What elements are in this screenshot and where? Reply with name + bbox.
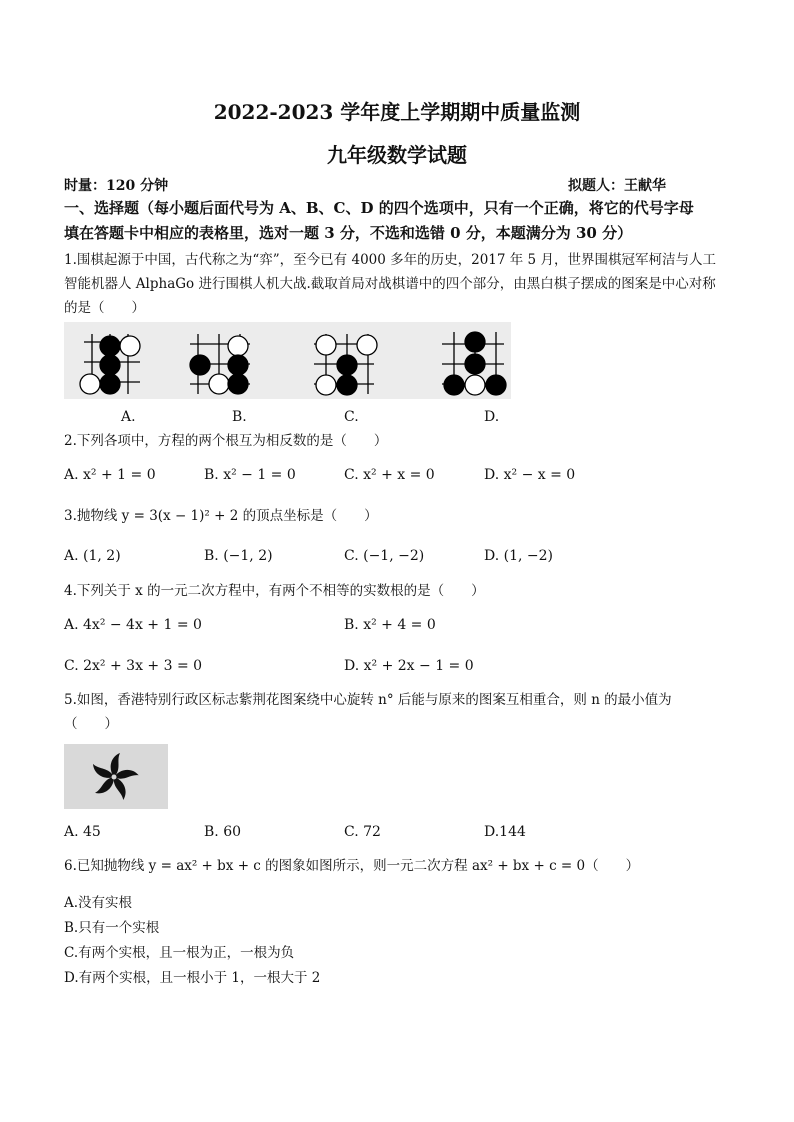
q1-label-a: A. [121,409,136,425]
go-figure-c [314,334,377,395]
q6-option-a: A.没有实根 [64,895,133,911]
q2-option-c: C. x² + x = 0 [344,467,435,483]
q1-label-d: D. [484,409,500,425]
q1-line1: 1.围棋起源于中国，古代称之为“弈”，至今已有 4000 多年的历史，2017 年 5 月，世界围棋冠军柯洁与人工 [64,252,716,268]
q4-option-b: B. x² + 4 = 0 [344,617,436,633]
go-figure-d [442,332,506,395]
q1-line3: 的是（ ） [64,300,145,316]
go-board-figures [64,322,511,399]
q4-option-d: D. x² + 2x − 1 = 0 [344,658,474,674]
exam-title: 2022-2023 学年度上学期期中质量监测 [213,100,581,124]
q1-line2: 智能机器人 AlphaGo 进行围棋人机大战.截取首局对战棋谱中的四个部分，由黑白棋子摆成的图案是中心对称 [64,276,716,292]
bauhinia-figure [64,744,168,809]
q5-option-d: D.144 [484,824,526,840]
time-label: 时量：120 分钟 [64,178,169,194]
q5-option-a: A. 45 [64,824,101,840]
section-heading-line1: 一、选择题（每小题后面代号为 A、B、C、D 的四个选项中，只有一个正确，将它的代号字母 [64,199,694,217]
q2-option-b: B. x² − 1 = 0 [204,467,296,483]
q6-stem: 6.已知抛物线 y = ax² + bx + c 的图象如图所示，则一元二次方程 ax² + bx + c = 0（ ） [64,858,640,874]
q3-option-b: B. (−1, 2) [204,548,273,564]
bauhinia-flower-icon [90,753,139,800]
author-label: 拟题人：王献华 [568,178,666,194]
q6-option-d: D.有两个实根，且一根小于 1，一根大于 2 [64,970,321,986]
go-figure-b [190,334,250,394]
q2-option-d: D. x² − x = 0 [484,467,576,483]
exam-subtitle: 九年级数学试题 [327,143,467,167]
q4-stem: 4.下列关于 x 的一元二次方程中，有两个不相等的实数根的是（ ） [64,583,485,599]
q3-option-c: C. (−1, −2) [344,548,425,564]
q3-option-a: A. (1, 2) [64,548,121,564]
go-figure-a [80,334,140,394]
q3-option-d: D. (1, −2) [484,548,553,564]
section-heading-line2: 填在答题卡中相应的表格里，选对一题 3 分，不选和选错 0 分，本题满分为 30 分） [64,224,633,242]
q5-option-b: B. 60 [204,824,242,840]
q1-label-b: B. [232,409,247,425]
q4-option-a: A. 4x² − 4x + 1 = 0 [64,617,202,633]
q6-option-c: C.有两个实根，且一根为正，一根为负 [64,945,295,961]
q3-stem: 3.抛物线 y = 3(x − 1)² + 2 的顶点坐标是（ ） [64,508,378,524]
q5-line1: 5.如图，香港特别行政区标志紫荆花图案绕中心旋转 n° 后能与原来的图案互相重合，则 n 的最小值为 [64,692,672,708]
q6-option-b: B.只有一个实根 [64,920,160,936]
q2-stem: 2.下列各项中，方程的两个根互为相反数的是（ ） [64,433,388,449]
q2-option-a: A. x² + 1 = 0 [64,467,156,483]
q5-line2: （ ） [64,716,118,732]
q1-label-c: C. [344,409,359,425]
q5-option-c: C. 72 [344,824,381,840]
q4-option-c: C. 2x² + 3x + 3 = 0 [64,658,203,674]
